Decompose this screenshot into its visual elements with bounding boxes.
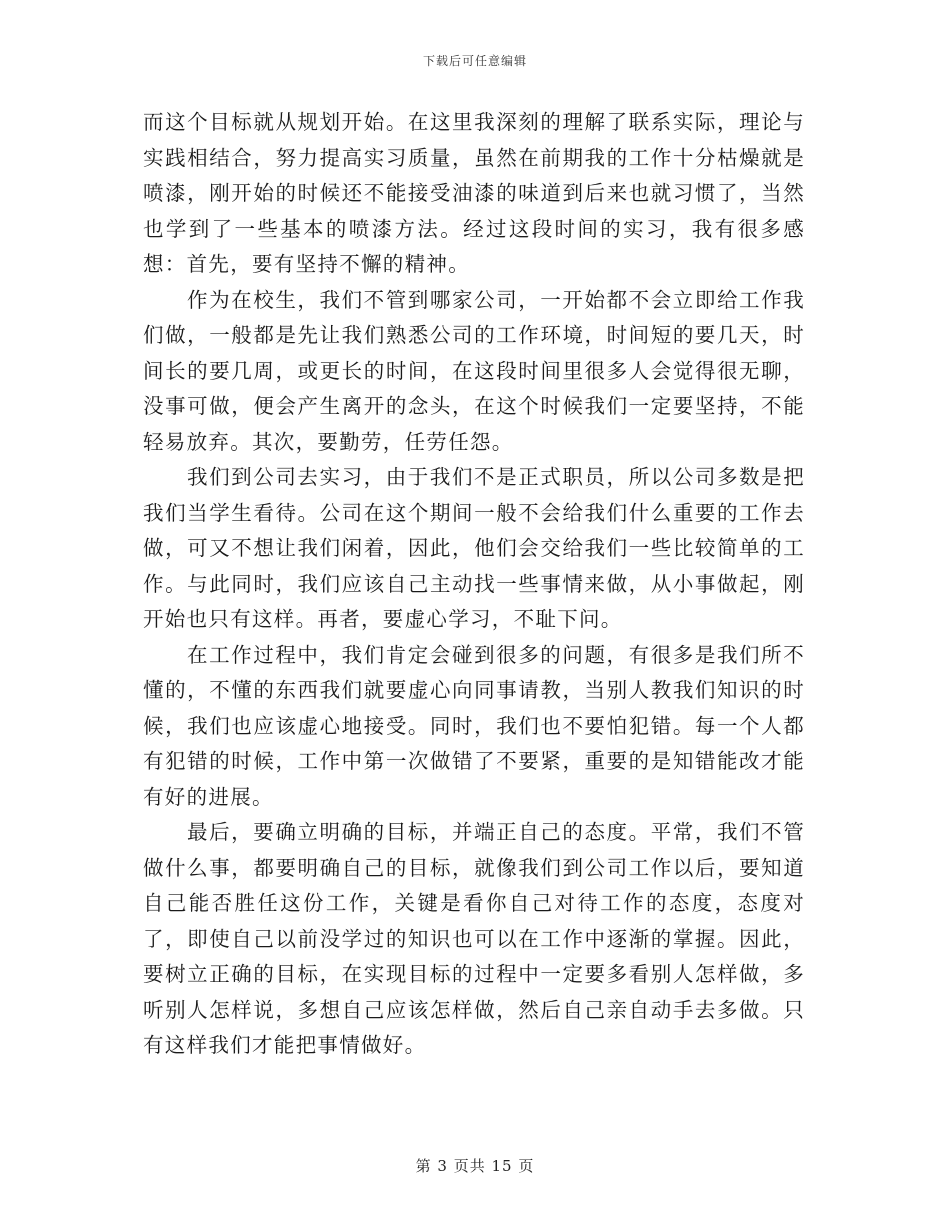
page-header: 下载后可任意编辑 (422, 54, 527, 68)
paragraph-humble-learning: 在工作过程中，我们肯定会碰到很多的问题，有很多是我们所不懂的，不懂的东西我们就要虚心向同事请教，当别人教我们知识的时候，我们也应该虚心地接受。同时，我们也不要怕犯错。每一个人都有犯错的时候，工作中第一次做错了不要紧，重要的是知错能改才能有好的进展。 (143, 642, 805, 809)
page-number: 第 3 页共 15 页 (415, 1157, 535, 1175)
paragraph-persistence: 作为在校生，我们不管到哪家公司，一开始都不会立即给工作我们做，一般都是先让我们熟悉公司的工作环境，时间短的要几天，时间长的要几周，或更长的时间，在这段时间里很多人会觉得很无聊，没事可做，便会产生离开的念头，在这个时候我们一定要坚持，不能轻易放弃。其次，要勤劳，任劳任怨。 (143, 287, 805, 454)
paragraph-clear-goals: 最后，要确立明确的目标，并端正自己的态度。平常，我们不管做什么事，都要明确自己的目标，就像我们到公司工作以后，要知道自己能否胜任这份工作，关键是看你自己对待工作的态度，态度对了，即使自己以前没学过的知识也可以在工作中逐渐的掌握。因此，要树立正确的目标，在实现目标的过程中一定要多看别人怎样做，多听别人怎样说，多想自己应该怎样做，然后自己亲自动手去多做。只有这样我们才能把事情做好。 (143, 820, 805, 1057)
paragraph-continuation: 而这个目标就从规划开始。在这里我深刻的理解了联系实际，理论与实践相结合，努力提高实习质量，虽然在前期我的工作十分枯燥就是喷漆，刚开始的时候还不能接受油漆的味道到后来也就习惯了，当然也学到了一些基本的喷漆方法。经过这段时间的实习，我有很多感想：首先，要有坚持不懈的精神。 (143, 110, 805, 276)
paragraph-diligence: 我们到公司去实习，由于我们不是正式职员，所以公司多数是把我们当学生看待。公司在这个期间一般不会给我们什么重要的工作去做，可又不想让我们闲着，因此，他们会交给我们一些比较简单的工作。与此同时，我们应该自己主动找一些事情来做，从小事做起，刚开始也只有这样。再者，要虚心学习，不耻下问。 (143, 465, 805, 631)
body-text (143, 105, 805, 1064)
